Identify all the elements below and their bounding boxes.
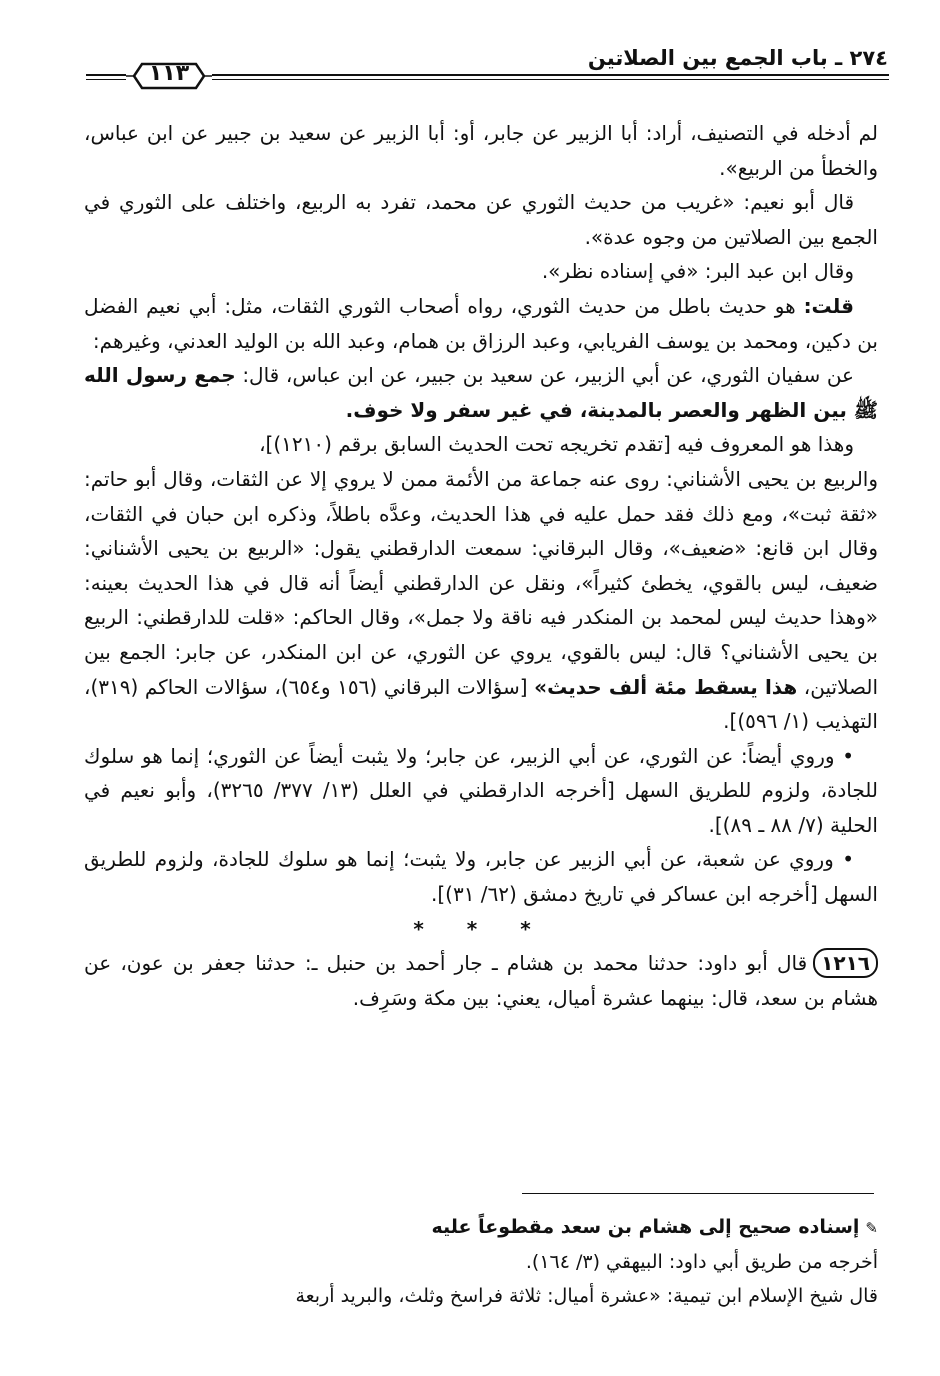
- page-number: ١١٣: [148, 61, 190, 86]
- matn-text: جمع رسول الله ﷺ بين الظهر والعصر بالمدينة، في غير سفر ولا خوف.: [84, 363, 878, 422]
- paragraph: وهذا هو المعروف فيه [تقدم تخريجه تحت الحديث السابق برقم (١٢١٠)]،: [259, 432, 854, 457]
- footnote-heading-line: [66, 1210, 878, 1245]
- paragraph: [84, 289, 878, 358]
- header-rule-thin: [212, 79, 889, 80]
- footnote-divider: [522, 1193, 874, 1194]
- bold-quote: هذا يسقط مئة ألف حديث»: [534, 674, 798, 699]
- header-rule-left: [86, 74, 126, 76]
- hadith-paragraph: [84, 946, 878, 1015]
- footnotes: [66, 1210, 878, 1313]
- paragraph: [84, 358, 878, 427]
- footnote-line: قال شيخ الإسلام ابن تيمية: «عشرة أميال: ثلاثة فراسخ وثلث، والبريد أربعة: [295, 1285, 878, 1307]
- page-number-badge: [124, 58, 214, 94]
- quill-icon: ✎: [865, 1219, 878, 1237]
- section-separator: * * *: [413, 916, 549, 941]
- paragraph-text: والربيع بن يحيى الأشناني: روى عنه جماعة من الأئمة ممن لا يروي إلا عن الثقات، وقال أبو حاتم: «ثقة ثبت»، ومع ذلك فقد حمل عليه في هذا الحديث، وعدَّه باطلاً، وذكره ابن حبان في الثقات، وقال ابن قانع: «ضعيف»، وقال البرقاني: سمعت الدارقطني يقول: «الربيع بن يحيى الأشناني: ضعيف، ليس بالقوي، يخطئ كثيراً»، ونقل عن الدارقطني أيضاً أنه قال في هذا الحديث بعينه: «وهذا حديث ليس لمحمد بن المنكدر فيه ناقة ولا جمل»، وقال الحاكم: «قلت للدارقطني: الربيع بن يحيى الأشناني؟ قال: ليس بالقوي، يروي عن الثوري، عن ابن المنكدر، عن جابر: الجمع بين الصلاتين،: [84, 466, 879, 699]
- footnote-line: أخرجه من طريق أبي داود: البيهقي (٣/ ١٦٤).: [525, 1251, 878, 1273]
- isnad-text: عن سفيان الثوري، عن أبي الزبير، عن سعيد بن جبير، عن ابن عباس، قال:: [235, 363, 854, 388]
- paragraph: لم أدخله في التصنيف، أراد: أبا الزبير عن جابر، أو: أبا الزبير عن سعيد بن جبير عن ابن عباس، والخطأ من الربيع».: [84, 121, 878, 180]
- header-rule-left-thin: [86, 79, 126, 80]
- hadith-text: قال أبو داود: حدثنا محمد بن هشام ـ جار أحمد بن حنبل ـ: حدثنا جعفر بن عون، عن هشام بن سعد، قال: بينهما عشرة أميال، يعني: بين مكة وسَرِف.: [84, 951, 878, 1010]
- paragraph: • وروي أيضاً: عن الثوري، عن أبي الزبير، عن جابر؛ ولا يثبت أيضاً عن الثوري؛ إنما هو سلوك للجادة، ولزوم للطريق السهل [أخرجه الدارقطني في العلل (١٣/ ٣٧٧/ ٣٢٦٥)، وأبو نعيم في الحلية (٧/ ٨٨ ـ ٨٩)].: [84, 743, 879, 837]
- hadith-number-badge: ١٢١٦: [813, 948, 878, 978]
- header-rule: [212, 74, 889, 76]
- chapter-header-title: ٢٧٤ ـ باب الجمع بين الصلاتين: [587, 46, 888, 70]
- footnote-heading: إسناده صحيح إلى هشام بن سعد مقطوعاً عليه: [431, 1216, 860, 1238]
- main-text: [84, 116, 878, 1015]
- qultu-label: قلت:: [803, 293, 854, 318]
- paragraph-text: هو حديث باطل من حديث الثوري، رواه أصحاب الثوري الثقات، مثل: أبي نعيم الفضل بن دكين، ومحمد بن يوسف الفريابي، وعبد الرزاق بن همام، وعبد الله بن الوليد العدني، وغيرهم:: [84, 293, 878, 353]
- paragraph: [84, 462, 878, 739]
- paragraph: • وروي عن شعبة، عن أبي الزبير عن جابر، ولا يثبت؛ إنما هو سلوك للجادة، ولزوم للطريق السهل [أخرجه ابن عساكر في تاريخ دمشق (٦٢/ ٣١)].: [84, 847, 878, 907]
- paragraph: قال أبو نعيم: «غريب من حديث الثوري عن محمد، تفرد به الربيع، واختلف على الثوري في الجمع بين الصلاتين من وجوه عدة».: [84, 190, 878, 249]
- paragraph-text: [سؤالات البرقاني (١٥٦ و٦٥٤)، سؤالات الحاكم (٣١٩)، التهذيب (١/ ٥٩٦)].: [84, 674, 878, 734]
- paragraph: وقال ابن عبد البر: «في إسناده نظر».: [541, 259, 854, 284]
